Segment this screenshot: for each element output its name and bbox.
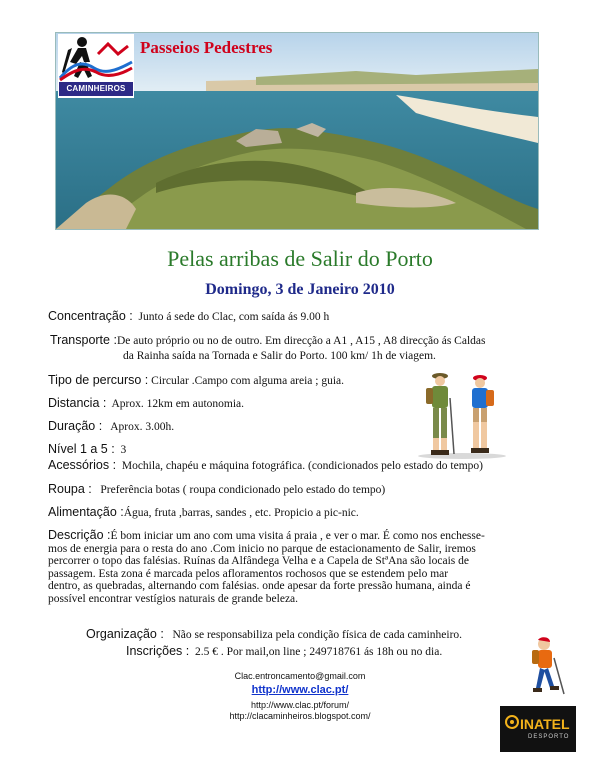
roupa-value: Preferência botas ( roupa condicionado pelo estado do tempo) (100, 484, 386, 496)
transporte-label: Transporte : (50, 333, 117, 347)
roupa-row (48, 482, 385, 497)
inatel-name: INATEL (520, 716, 570, 732)
descricao-line-4: passagem. Esta zona é marcada pelos afloramentos rochosos que se estendem pelo mar (48, 567, 449, 580)
nivel-label: Nível 1 a 5 : (48, 442, 115, 456)
event-date: Domingo, 3 de Janeiro 2010 (205, 281, 395, 298)
transporte-value-1: De auto próprio ou no de outro. Em direcção a A1 , A15 , A8 direcção ás Caldas (116, 335, 486, 347)
inatel-emblem-icon (504, 714, 520, 730)
acessorios-row (48, 458, 483, 473)
descricao-line-1 (48, 529, 568, 543)
organizacao-row (86, 627, 462, 642)
concentracao-row (48, 309, 329, 324)
inscricoes-label: Inscrições : (126, 644, 190, 658)
acessorios-label: Acessórios : (48, 458, 117, 472)
descricao-line-5: dentro, as quebradas, alternando com falésias. onde apesar da forte pressão humana, ainda é (48, 580, 471, 593)
descricao-text-1: É bom iniciar um ano com uma visita á praia , e ver o mar. É como nos enchesse- (110, 530, 485, 542)
distancia-label: Distancia : (48, 396, 107, 410)
tipo-row (48, 373, 344, 388)
walker-icon (528, 636, 574, 698)
concentracao-label: Concentração : (48, 309, 133, 323)
descricao-line-3: percorrer o topo das falésias. Ruínas da Alfândega Velha e a Capela de StªAna são locais de (48, 555, 469, 568)
duracao-label: Duração : (48, 419, 103, 433)
alimentacao-row (48, 505, 359, 520)
inscricoes-row (126, 644, 442, 659)
caminheiros-logo (58, 34, 134, 98)
tipo-label: Tipo de percurso : (48, 373, 149, 387)
descricao-label: Descrição : (48, 528, 111, 542)
distancia-row (48, 396, 244, 411)
hiker-logo-icon (58, 34, 134, 82)
nivel-row (48, 442, 126, 457)
inatel-sub: DESPORTO (528, 734, 570, 740)
duracao-value: Aprox. 3.00h. (110, 421, 175, 433)
transporte-value-2: da Rainha saída na Tornada e Salir do Porto. 100 km/ 1h de viagem. (123, 350, 436, 362)
transporte-row (50, 333, 485, 348)
alimentacao-value: Água, fruta ,barras, sandes , etc. Propicio a pic-nic. (123, 507, 359, 519)
organizacao-label: Organização : (86, 627, 164, 641)
concentracao-value: Junto á sede do Clac, com saída ás 9.00 h (138, 311, 330, 323)
duracao-row (48, 419, 174, 434)
inscricoes-value: 2.5 € . Por mail,on line ; 249718761 ás 18h ou no dia. (194, 646, 443, 658)
website-link[interactable]: http://www.clac.pt/ (251, 684, 349, 696)
descricao-block (48, 529, 568, 606)
hikers-illustration (410, 370, 520, 460)
inatel-logo (500, 706, 576, 752)
logo-label: CAMINHEIROS (59, 82, 133, 96)
blog-link[interactable]: http://clacaminheiros.blogspot.com/ (229, 711, 371, 721)
alimentacao-label: Alimentação : (48, 505, 124, 519)
contact-email[interactable]: Clac.entroncamento@gmail.com (234, 671, 366, 681)
brand-title: Passeios Pedestres (140, 38, 273, 57)
nivel-value: 3 (120, 444, 127, 456)
tipo-value: Circular .Campo com alguma areia ; guia. (151, 375, 345, 387)
descricao-line-2: mos de energia para o resta do ano .Com inicio no parque de estacionamento de Salir, iremos (48, 542, 476, 555)
forum-link[interactable]: http://www.clac.pt/forum/ (250, 700, 350, 710)
descricao-line-6: possível encontrar vestígios naturais de grande beleza. (48, 592, 299, 605)
roupa-label: Roupa : (48, 482, 92, 496)
distancia-value: Aprox. 12km em autonomia. (111, 398, 245, 410)
walker-illustration (528, 636, 574, 698)
event-title: Pelas arribas de Salir do Porto (167, 246, 433, 271)
organizacao-value: Não se responsabiliza pela condição física de cada caminheiro. (172, 629, 463, 641)
acessorios-value: Mochila, chapéu e máquina fotográfica. (condicionados pelo estado do tempo) (121, 460, 484, 472)
hikers-icon (410, 370, 520, 460)
